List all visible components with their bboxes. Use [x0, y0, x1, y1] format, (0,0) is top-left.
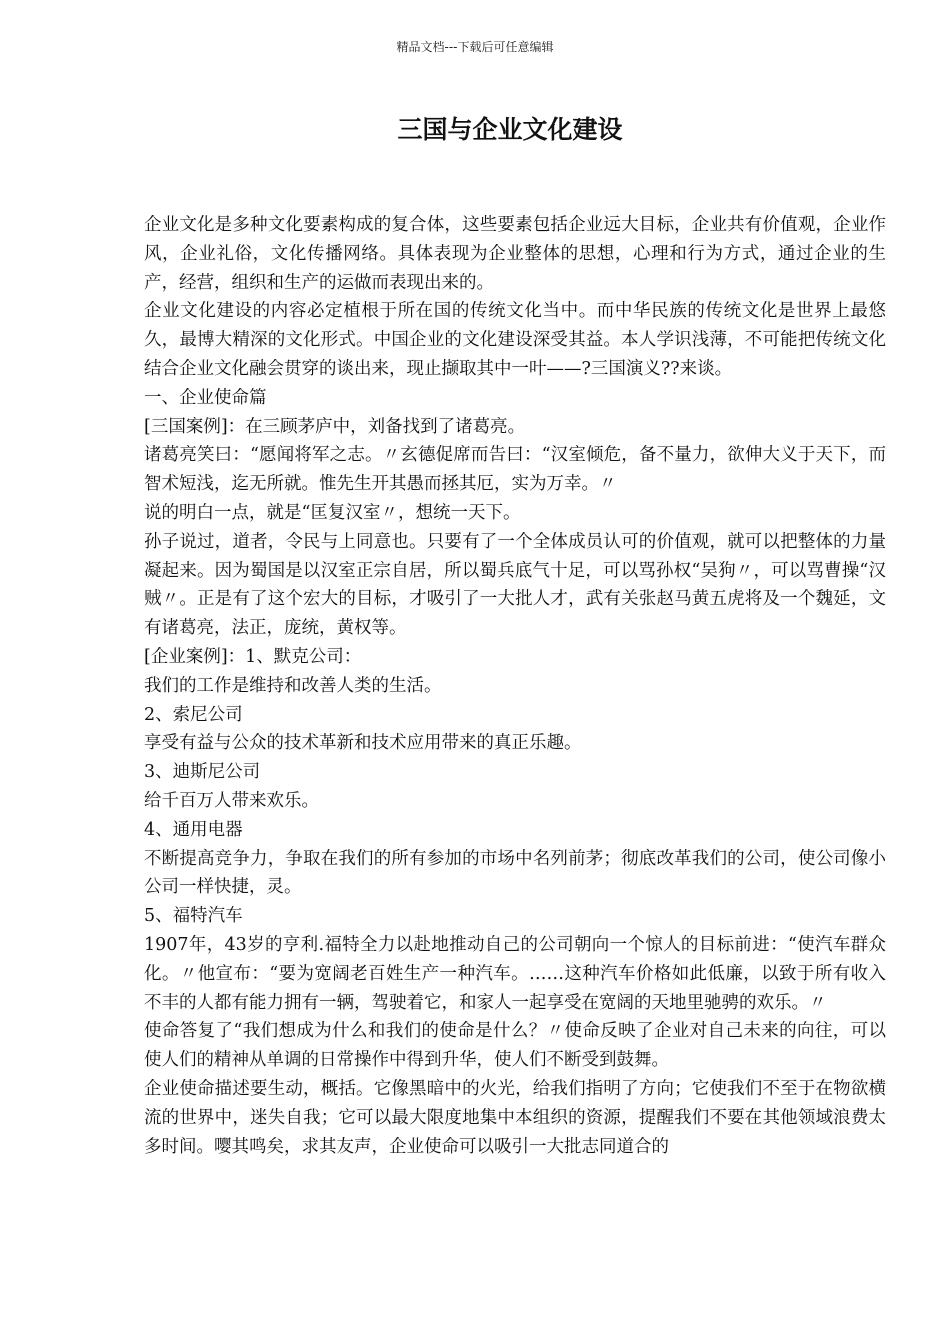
paragraph-ge: 不断提高竞争力，争取在我们的所有参加的市场中名列前茅；彻底改革我们的公司，使公司像小公司一样快捷，灵。 — [144, 848, 886, 898]
paragraph-intro: 企业文化是多种文化要素构成的复合体，这些要素包括企业远大目标，企业共有价值观，企业作风，企业礼俗，文化传播网络。具体表现为企业整体的思想，心理和行为方式，通过企业的生产，经营，组织和生产的运做而表现出来的。 — [144, 215, 886, 293]
section-heading-mission: 一、企业使命篇 — [144, 387, 267, 408]
page-header: 精品文档---下载后可任意编辑 — [396, 40, 554, 54]
paragraph-summary: 说的明白一点，就是“匡复汉室〃，想统一天下。 — [144, 502, 521, 523]
paragraph-case-sanguo: [三国案例]：在三顾茅庐中，刘备找到了诸葛亮。 — [144, 416, 526, 437]
paragraph-sony: 享受有益与公众的技术革新和技术应用带来的真正乐趣。 — [144, 733, 582, 754]
paragraph-tradition: 企业文化建设的内容必定植根于所在国的传统文化当中。而中华民族的传统文化是世界上最悠久，最博大精深的文化形式。中国企业的文化建设深受其益。本人学识浅薄，不可能把传统文化结合企业文化融会贯穿的谈出来，现止撷取其中一叶——?三国演义??来谈。 — [144, 301, 886, 379]
paragraph-sunzi: 孙子说过，道者，令民与上同意也。只要有了一个全体成员认可的价值观，就可以把整体的力量凝起来。因为蜀国是以汉室正宗自居，所以蜀兵底气十足，可以骂孙权“吴狗〃，可以骂曹操“汉贼〃。正是有了这个宏大的目标，才吸引了一大批人才，武有关张赵马黄五虎将及一个魏延，文有诸葛亮，法正，庞统，黄权等。 — [144, 531, 886, 639]
paragraph-disney: 给千百万人带来欢乐。 — [144, 790, 319, 811]
paragraph-zhuge-quote: 诸葛亮笑曰：“愿闻将军之志。〃玄德促席而告曰：“汉室倾危，备不量力，欲伸大义于天下，而智术短浅，迄无所就。惟先生开其愚而拯其厄，实为万幸。〃 — [144, 445, 886, 495]
paragraph-mission-description: 企业使命描述要生动，概括。它像黑暗中的火光，给我们指明了方向；它使我们不至于在物欲横流的世界中，迷失自我；它可以最大限度地集中本组织的资源，提醒我们不要在其他领域浪费太多时间。嘤其鸣矣，求其友声，企业使命可以吸引一大批志同道合的 — [144, 1078, 886, 1157]
paragraph-mission-answer: 使命答复了“我们想成为什么和我们的使命是什么？〃使命反映了企业对自己未来的向往，可以使人们的精神从单调的日常操作中得到升华，使人们不断受到鼓舞。 — [144, 1021, 886, 1071]
paragraph-merck: 我们的工作是维持和改善人类的生活。 — [144, 675, 442, 696]
paragraph-case-enterprise: [企业案例]：1、默克公司： — [144, 646, 362, 667]
document-body — [144, 211, 886, 1161]
paragraph-ford: 1907年，43岁的亨利.福特全力以赴地推动自己的公司朝向一个惊人的目标前进：“使汽车群众化。〃他宣布：“要为宽阔老百姓生产一种汽车。……这种汽车价格如此低廉，以致于所有收入不丰的人都有能力拥有一辆，驾驶着它，和家人一起享受在宽阔的天地里驰骋的欢乐。〃 — [144, 934, 886, 1013]
list-item-ge: 4、通用电器 — [144, 819, 243, 840]
list-item-ford: 5、福特汽车 — [144, 906, 243, 927]
list-item-sony: 2、索尼公司 — [144, 704, 243, 725]
list-item-disney: 3、迪斯尼公司 — [144, 762, 261, 783]
document-title: 三国与企业文化建设 — [397, 115, 623, 144]
